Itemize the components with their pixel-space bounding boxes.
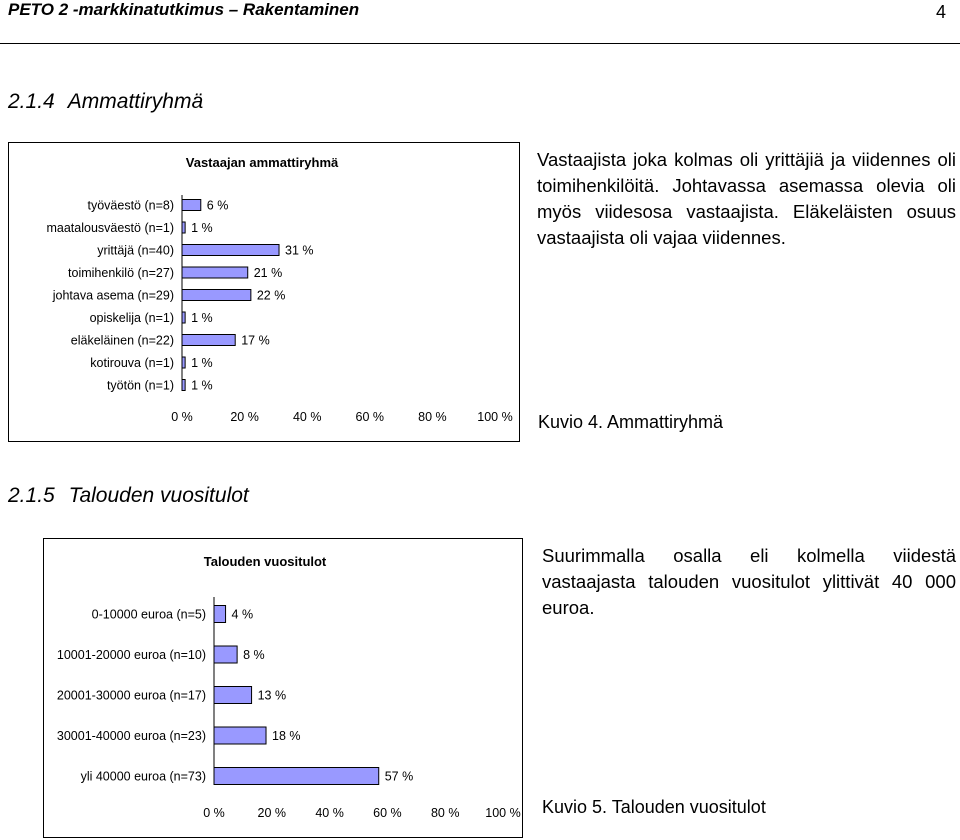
category-label: maatalousväestö (n=1)	[46, 221, 174, 235]
value-label: 8 %	[243, 648, 265, 662]
data-bar	[182, 312, 185, 323]
section-title: Talouden vuositulot	[68, 484, 249, 507]
chart-frame-ammattiryhma	[8, 142, 520, 442]
category-label: eläkeläinen (n=22)	[70, 333, 174, 348]
value-label: 1 %	[191, 356, 213, 370]
value-label: 21 %	[253, 266, 283, 280]
category-label: 0-10000 euroa (n=5)	[91, 607, 206, 622]
x-tick-label: 60 %	[355, 410, 385, 424]
data-bar	[182, 245, 279, 256]
x-tick-label: 40 %	[292, 410, 322, 424]
category-label: työväestö (n=8)	[87, 198, 174, 213]
page-number: 4	[935, 2, 946, 22]
value-label: 57 %	[384, 769, 414, 784]
category-label: kotirouva (n=1)	[90, 356, 174, 370]
data-bar	[182, 267, 248, 278]
data-bar	[182, 335, 235, 346]
header-divider	[0, 43, 960, 44]
chart-title: Vastaajan ammattiryhmä	[185, 155, 339, 170]
x-tick-label: 0 %	[203, 806, 225, 820]
x-tick-label: 60 %	[373, 806, 402, 820]
section-number: 2.1.5	[8, 484, 55, 507]
data-bar	[214, 646, 237, 663]
value-label: 4 %	[231, 607, 254, 622]
data-bar	[182, 200, 201, 211]
x-tick-label: 40 %	[315, 806, 344, 820]
data-bar	[214, 606, 226, 623]
value-label: 31 %	[285, 243, 314, 258]
figure-caption-4: Kuvio 4. Ammattiryhmä	[538, 412, 724, 432]
category-label: yli 40000 euroa (n=73)	[80, 769, 206, 784]
data-bar	[182, 357, 185, 368]
x-tick-label: 20 %	[230, 410, 259, 424]
value-label: 17 %	[241, 333, 270, 348]
value-label: 6 %	[206, 198, 229, 213]
chart-frame-talouden-vuositulot	[43, 538, 523, 838]
value-label: 22 %	[256, 288, 286, 303]
x-tick-label: 0 %	[171, 410, 193, 424]
document-header-title: PETO 2 -markkinatutkimus – Rakentaminen	[8, 0, 360, 19]
data-bar	[214, 727, 266, 744]
x-tick-label: 80 %	[418, 410, 447, 424]
category-label: 30001-40000 euroa (n=23)	[56, 729, 206, 743]
category-label: yrittäjä (n=40)	[97, 243, 174, 258]
chart-talouden-vuositulot	[44, 539, 522, 837]
category-label: toimihenkilö (n=27)	[68, 266, 174, 280]
section-heading-ammattiryhma	[8, 90, 203, 114]
value-label: 13 %	[257, 688, 287, 703]
section-heading-talouden-vuositulot	[8, 484, 249, 508]
category-label: opiskelija (n=1)	[89, 311, 174, 325]
chart-title: Talouden vuositulot	[203, 554, 327, 569]
figure-caption-5: Kuvio 5. Talouden vuositulot	[542, 797, 766, 817]
data-bar	[214, 768, 379, 785]
value-label: 1 %	[191, 378, 213, 393]
value-label: 18 %	[272, 729, 301, 743]
x-tick-label: 100 %	[485, 806, 521, 820]
data-bar	[182, 222, 185, 233]
section-title: Ammattiryhmä	[67, 90, 204, 113]
value-label: 1 %	[191, 311, 213, 325]
paragraph-talouden-vuositulot: Suurimmalla osalla eli kolmella viidestä vastaajasta talouden vuositulot ylittivät 40 000 euroa.	[542, 545, 956, 618]
category-label: 20001-30000 euroa (n=17)	[56, 688, 206, 703]
chart-ammattiryhma	[9, 143, 519, 441]
paragraph-ammattiryhma: Vastaajista joka kolmas oli yrittäjiä ja viidennes oli toimihenkilöitä. Johtavassa asemassa olevia oli myös viidesosa vastaajista. Eläkeläisten osuus vastaajista oli vajaa viidennes.	[537, 149, 956, 248]
data-bar	[214, 687, 252, 704]
x-tick-label: 80 %	[430, 806, 460, 820]
category-label: 10001-20000 euroa (n=10)	[56, 648, 206, 662]
category-label: työtön (n=1)	[106, 378, 174, 393]
section-number: 2.1.4	[8, 90, 55, 113]
x-tick-label: 20 %	[257, 806, 287, 820]
data-bar	[182, 290, 251, 301]
category-label: johtava asema (n=29)	[52, 288, 174, 303]
x-tick-label: 100 %	[477, 410, 513, 424]
value-label: 1 %	[191, 221, 213, 235]
data-bar	[182, 380, 185, 391]
